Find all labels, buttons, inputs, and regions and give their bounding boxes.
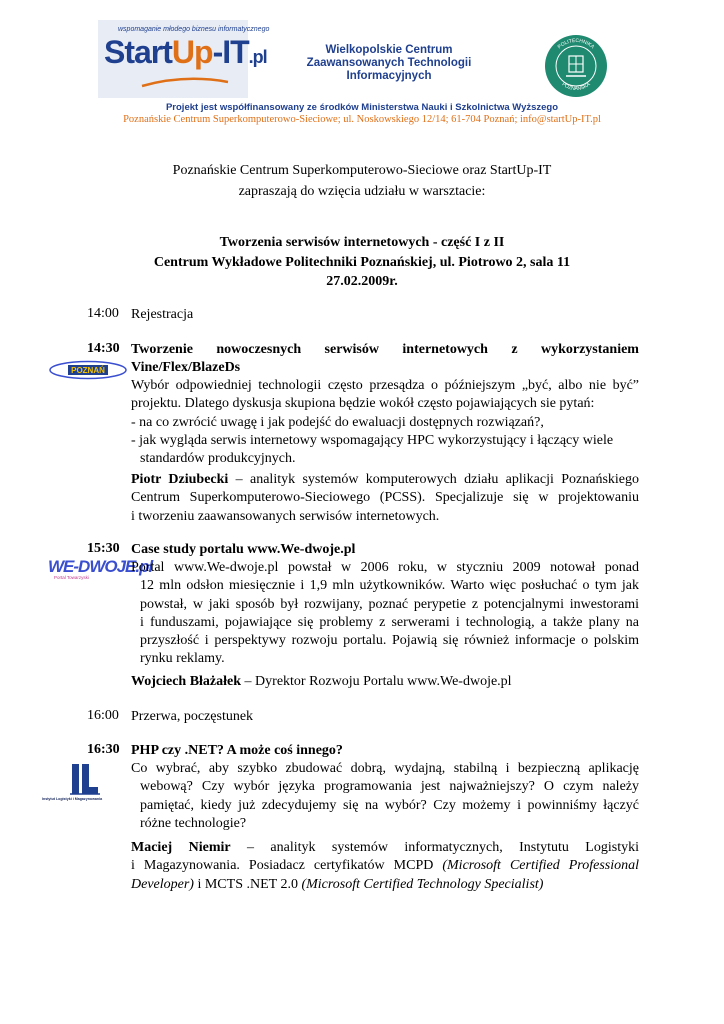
speaker-name: Maciej Niemir (131, 840, 231, 855)
time-1600: 16:00 (87, 708, 119, 723)
session-1-title-line-1: Tworzenie nowoczesnych serwisów internetowych z wykorzystaniem (131, 342, 639, 357)
session-2-speaker: Wojciech Błażałek – Dyrektor Rozwoju Portalu www.We-dwoje.pl (131, 674, 512, 689)
project-funding-line: Projekt jest współfinansowany ze środków Ministerstwa Nauki i Szkolnictwa Wyższego (165, 102, 559, 113)
time-1630: 16:30 (87, 742, 120, 757)
session-2-description: Portal www.We-dwoje.pl powstał w 2006 roku, w styczniu 2009 notował ponad 12 mln odsłon miesięcznie i 1,9 mln użytkowników. Warto więc posłuchać o tym jak powstał, w jaki sposób był rozwijany, poznać perypetie z potencjalnymi inwestorami i funduszami, pojawiające się problemy z serwerami i technologią, a także plany na przyszłość i perspektywy rozwoju portalu. Pojawią się również informacje o polskim rynku reklamy. (131, 560, 639, 667)
time-1430: 14:30 (87, 341, 120, 356)
session-1-title-line-2: Vine/Flex/BlazeDs (131, 360, 241, 375)
agenda-registration: Rejestracja (131, 307, 194, 322)
logo-tagline: wspomaganie młodego biznesu informatycznego (118, 26, 270, 33)
event-title: Tworzenia serwisów internetowych - część I z II (219, 235, 505, 250)
politechnika-seal-icon (544, 34, 608, 98)
session-1-speaker: Piotr Dziubecki – analityk systemów komputerowych działu aplikacji Poznańskiego Centrum Superkomputerowo-Sieciowego (PCSS). Specjalizuje się w projektowaniu i tworzeniu zaawansowanych serwisów internetowych. (131, 472, 639, 524)
time-1400: 14:00 (87, 306, 119, 321)
intro-line-2: zapraszają do wzięcia udziału w warsztacie: (238, 184, 486, 199)
svg-text:POZNAŃ: POZNAŃ (71, 366, 105, 375)
logo-swoosh-icon (140, 72, 230, 90)
address-line: Poznańskie Centrum Superkomputerowo-Sieciowe; ul. Noskowskiego 12/14; 61-704 Poznań; info@startUp-IT.pl (123, 114, 601, 125)
session-3-title: PHP czy .NET? A może coś innego? (131, 743, 343, 758)
we-dwoje-logo-subtitle: Portal Towarzyski (54, 575, 89, 580)
session-1-description: Wybór odpowiedniej technologii często przesądza o późniejszym „być, albo nie być” projektu. Dlatego dyskusja skupiona będzie wokół często pojawiających sie pytań: - na co zwrócić uwagę i jak podejść do ewaluacji dostępnych rozwiązań?, - jak wygląda serwis internetowy wspomagający HPC wykorzystujący i łączący wiele standardów produkcyjnych. (131, 378, 639, 467)
event-date: 27.02.2009r. (326, 274, 398, 289)
session-3-speaker: Maciej Niemir – analityk systemów informatycznych, Instytutu Logistyki i Magazynowania. Posiadacz certyfikatów MCPD (Microsoft Certified Professional Developer) i MCTS .NET 2.0 (Microsoft Certified Technology Specialist) (131, 840, 639, 892)
logo-wordmark: StartUp-IT.pl (104, 34, 267, 70)
svg-text:POLITECHNIKA: POLITECHNIKA (556, 37, 596, 51)
agenda-break: Przerwa, poczęstunek (131, 709, 254, 724)
poznan-city-logo-icon (48, 360, 128, 380)
we-dwoje-logo: WE-DWOJE.pl (48, 557, 153, 576)
wczti-title: Wielkopolskie Centrum Zaawansowanych Technologii Informacyjnych (306, 44, 472, 82)
svg-text:POZNAŃSKA: POZNAŃSKA (560, 81, 592, 93)
session-2-title: Case study portalu www.We-dwoje.pl (131, 542, 356, 557)
time-1530: 15:30 (87, 541, 120, 556)
speaker-name: Wojciech Błażałek (131, 674, 242, 689)
event-venue: Centrum Wykładowe Politechniki Poznańskiej, ul. Piotrowo 2, sala 11 (153, 255, 571, 270)
speaker-name: Piotr Dziubecki (131, 472, 229, 487)
ilim-logo-caption: Instytut Logistyki i Magazynowania (42, 797, 103, 801)
intro-line-1: Poznańskie Centrum Superkomputerowo-Sieciowe oraz StartUp-IT (172, 163, 552, 178)
session-3-description: Co wybrać, aby szybko zbudować dobrą, wydajną, stabilną i bezpieczną aplikację webową? Czy wybór języka programowania jest najważniejszy? O czym należy pamiętać, kiedy już zdecydujemy się na wybór? Czy możemy i powinniśmy łączyć różne technologie? (131, 761, 639, 831)
ilim-logo-icon (70, 762, 100, 796)
